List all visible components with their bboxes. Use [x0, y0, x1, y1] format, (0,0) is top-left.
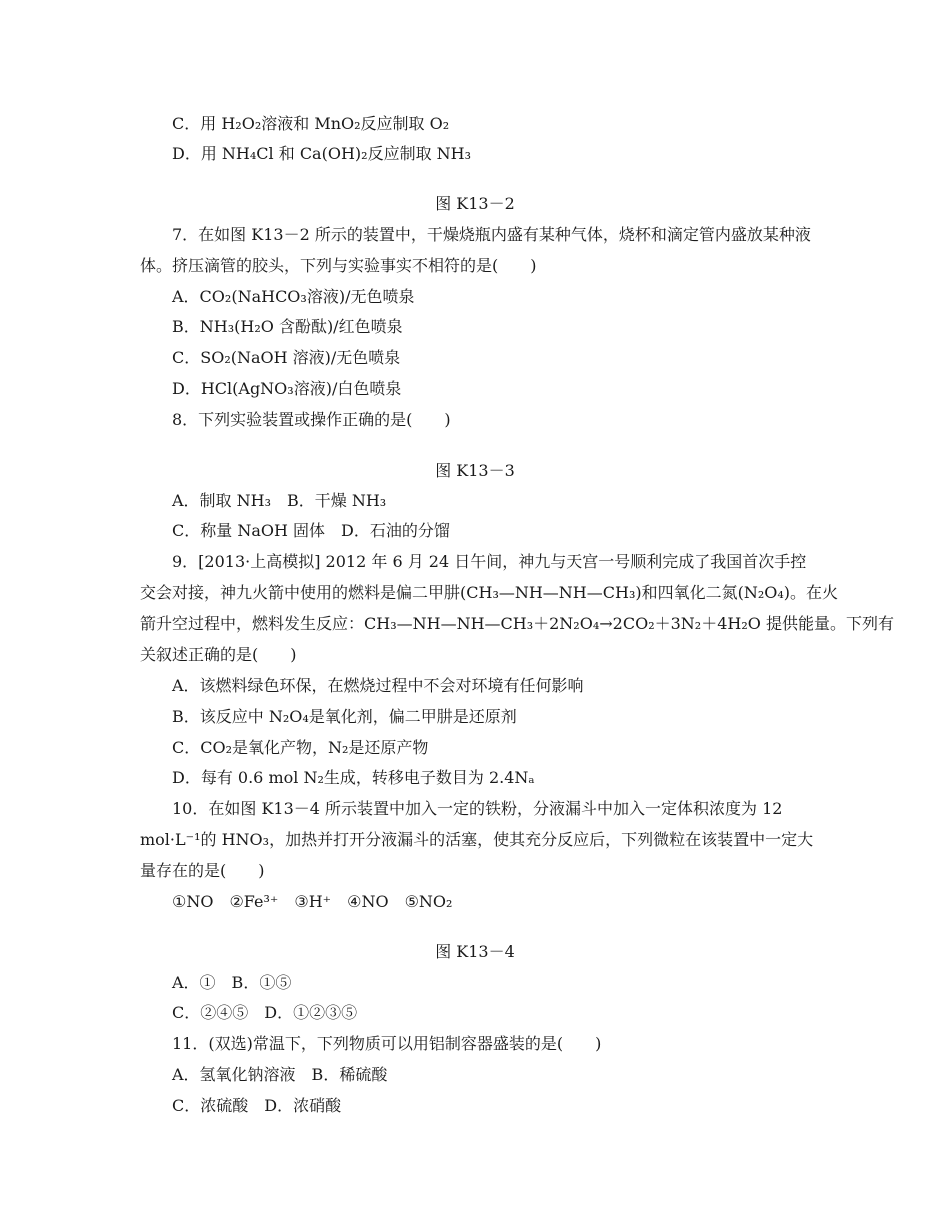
question-8-line: 8．下列实验装置或操作正确的是( ) — [172, 410, 451, 429]
figure-caption: 图 K13－3 — [435, 461, 515, 480]
option-d-line: D．每有 0.6 mol N₂生成，转移电子数目为 2.4Nₐ — [172, 768, 535, 787]
option-b-line: B．该反应中 N₂O₄是氧化剂，偏二甲肼是还原剂 — [172, 707, 517, 726]
option-cd-line: C．称量 NaOH 固体 D．石油的分馏 — [172, 521, 450, 540]
particle-list-line: ①NO ②Fe³⁺ ③H⁺ ④NO ⑤NO₂ — [172, 892, 453, 911]
option-c-line: C．SO₂(NaOH 溶液)/无色喷泉 — [172, 348, 401, 367]
option-ab-line: A．① B．①⑤ — [172, 973, 292, 992]
figure-caption: 图 K13－4 — [435, 942, 515, 961]
question-10-line: 10．在如图 K13－4 所示装置中加入一定的铁粉，分液漏斗中加入一定体积浓度为 12 — [172, 799, 783, 818]
option-c-line: C．用 H₂O₂溶液和 MnO₂反应制取 O₂ — [172, 114, 450, 133]
question-9-line: 箭升空过程中，燃料发生反应：CH₃—NH—NH—CH₃＋2N₂O₄→2CO₂＋3N₂＋4H₂O 提供能量。下列有 — [140, 614, 894, 633]
option-cd-line: C．②④⑤ D．①②③⑤ — [172, 1003, 358, 1022]
question-11-line: 11．(双选)常温下，下列物质可以用铝制容器盛装的是( ) — [172, 1034, 602, 1053]
option-b-line: B．NH₃(H₂O 含酚酞)/红色喷泉 — [172, 317, 403, 336]
option-a-line: A．该燃料绿色环保，在燃烧过程中不会对环境有任何影响 — [172, 676, 584, 695]
question-9-line: 9．[2013·上高模拟] 2012 年 6 月 24 日午间，神九与天宫一号顺利完成了我国首次手控 — [172, 552, 807, 571]
question-10-line: mol·L⁻¹的 HNO₃，加热并打开分液漏斗的活塞，使其充分反应后，下列微粒在该装置中一定大 — [140, 830, 814, 849]
question-9-line: 交会对接，神九火箭中使用的燃料是偏二甲肼(CH₃—NH—NH—CH₃)和四氧化二氮(N₂O₄)。在火 — [140, 583, 839, 602]
option-ab-line: A．制取 NH₃ B．干燥 NH₃ — [172, 491, 387, 510]
option-ab-line: A．氢氧化钠溶液 B．稀硫酸 — [172, 1065, 388, 1084]
option-d-line: D．HCl(AgNO₃溶液)/白色喷泉 — [172, 379, 402, 398]
question-10-line: 量存在的是( ) — [140, 861, 265, 880]
option-d-line: D．用 NH₄Cl 和 Ca(OH)₂反应制取 NH₃ — [172, 144, 472, 163]
question-7-line: 体。挤压滴管的胶头，下列与实验事实不相符的是( ) — [140, 256, 537, 275]
figure-caption: 图 K13－2 — [435, 194, 515, 213]
option-a-line: A．CO₂(NaHCO₃溶液)/无色喷泉 — [172, 287, 415, 306]
question-9-line: 关叙述正确的是( ) — [140, 645, 297, 664]
option-cd-line: C．浓硫酸 D．浓硝酸 — [172, 1096, 342, 1115]
option-c-line: C．CO₂是氧化产物，N₂是还原产物 — [172, 738, 429, 757]
question-7-line: 7．在如图 K13－2 所示的装置中，干燥烧瓶内盛有某种气体，烧杯和滴定管内盛放某种液 — [172, 225, 811, 244]
